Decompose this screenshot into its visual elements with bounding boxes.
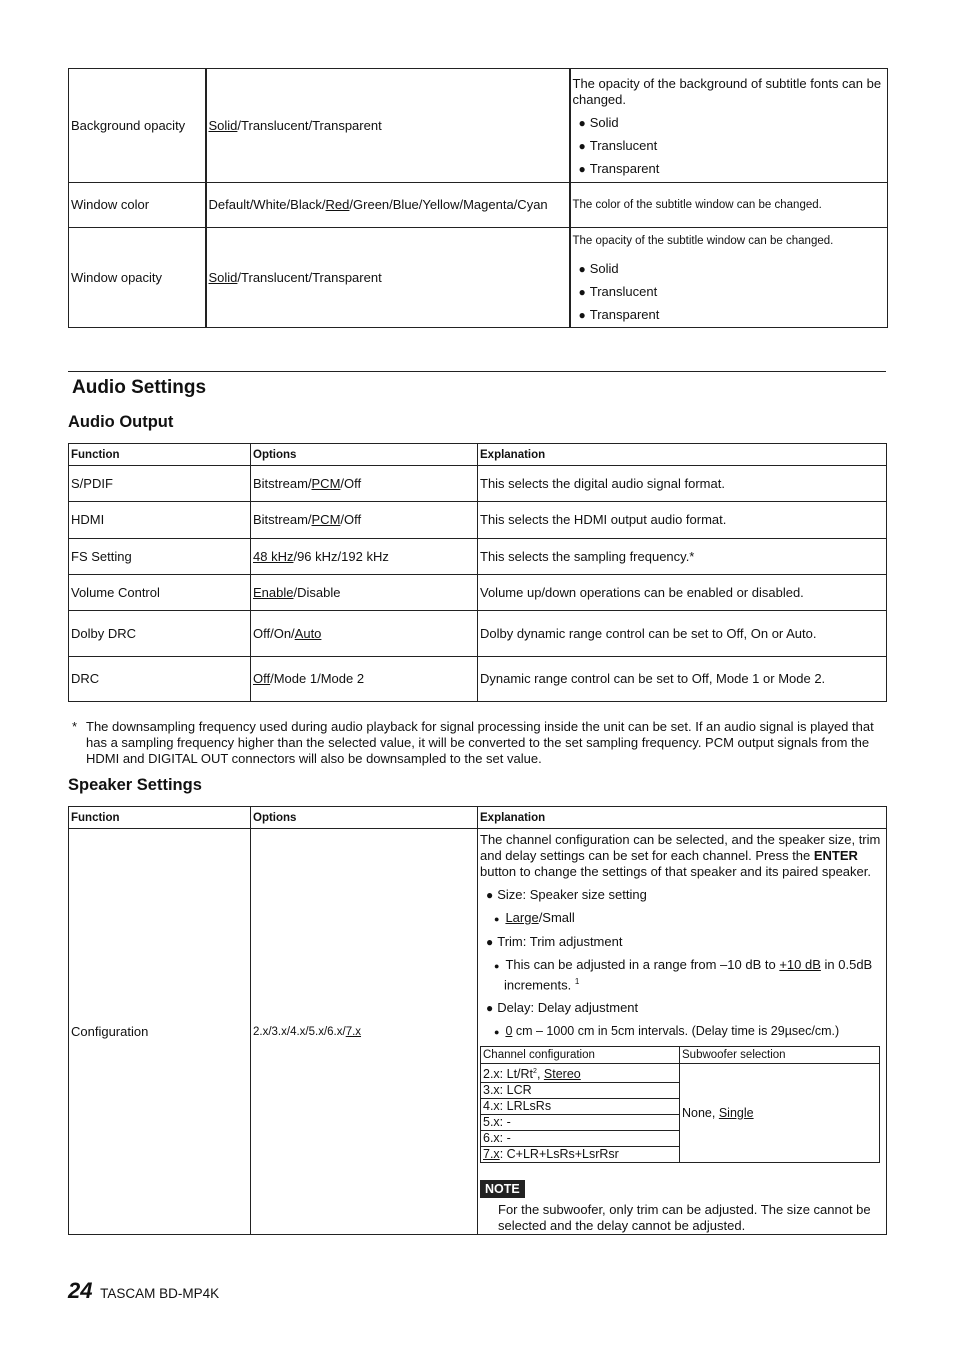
- options-cell: Bitstream/PCM/Off: [251, 466, 478, 502]
- page-footer: [68, 1278, 219, 1304]
- column-header: Explanation: [478, 444, 887, 466]
- function-cell: Volume Control: [69, 575, 251, 611]
- column-header: Function: [69, 807, 251, 829]
- function-cell: HDMI: [69, 502, 251, 539]
- channel-cell: 4.x: LRLsRs: [481, 1099, 680, 1115]
- section-divider: [68, 371, 886, 372]
- function-cell: Window color: [69, 183, 206, 228]
- subsection-title: Audio Output: [68, 413, 174, 431]
- channel-cell: 7.x: C+LR+LsRs+LsrRsr: [481, 1147, 680, 1163]
- function-cell: Background opacity: [69, 69, 206, 183]
- channel-cell: 3.x: LCR: [481, 1083, 680, 1099]
- subsection-title: Speaker Settings: [68, 776, 202, 794]
- table-row: [69, 69, 888, 183]
- column-header: Options: [251, 807, 478, 829]
- subwoofer-cell: None, Single: [680, 1064, 880, 1163]
- table-row: [481, 1064, 880, 1083]
- delay-item: ● Delay: Delay adjustment: [480, 1000, 884, 1016]
- channel-cell: 6.x: -: [481, 1131, 680, 1147]
- audio-output-table: [68, 443, 887, 702]
- table-header-row: [69, 807, 887, 829]
- explanation-cell: This selects the HDMI output audio format.: [478, 502, 887, 539]
- explanation-cell: The opacity of the subtitle window can be changed. ● Solid ● Translucent ● Transparent: [570, 228, 888, 328]
- options-cell: 2.x/3.x/4.x/5.x/6.x/7.x: [251, 829, 478, 1235]
- note-text: For the subwoofer, only trim can be adjusted. The size cannot be selected and the delay cannot be adjusted.: [498, 1202, 871, 1234]
- table-row: [69, 575, 887, 611]
- options-cell: Bitstream/PCM/Off: [251, 502, 478, 539]
- explanation-cell: The color of the subtitle window can be changed.: [570, 183, 888, 228]
- options-cell: Solid/Translucent/Transparent: [206, 69, 570, 183]
- table-row: [69, 228, 888, 328]
- explanation-cell: [478, 829, 887, 1235]
- table-header-row: [481, 1047, 880, 1064]
- column-header: Explanation: [478, 807, 887, 829]
- explanation-cell: The opacity of the background of subtitle fonts can be changed. ● Solid ● Translucent ● Transparent: [570, 69, 888, 183]
- page-number: 24: [68, 1278, 93, 1303]
- explanation-cell: Volume up/down operations can be enabled or disabled.: [478, 575, 887, 611]
- intro-text: The channel configuration can be selected, and the speaker size, trim and delay settings can be set for each channel. Press the ENTER button to change the settings of that speaker and its paired speaker.: [480, 832, 881, 879]
- table-row: [69, 183, 888, 228]
- channel-config-table: [480, 1046, 880, 1163]
- options-cell: Enable/Disable: [251, 575, 478, 611]
- table-row: [69, 829, 887, 1235]
- options-cell: Off/Mode 1/Mode 2: [251, 657, 478, 702]
- channel-cell: 2.x: Lt/Rt$^2$, Stereo: [481, 1064, 680, 1083]
- product-name: TASCAM BD-MP4K: [100, 1286, 220, 1301]
- explanation-cell: This selects the sampling frequency.*: [478, 539, 887, 575]
- function-cell: DRC: [69, 657, 251, 702]
- table-row: [69, 611, 887, 657]
- trim-item: ● Trim: Trim adjustment: [480, 934, 884, 950]
- table-row: [69, 657, 887, 702]
- note-badge: NOTE: [480, 1180, 525, 1198]
- function-cell: Configuration: [69, 829, 251, 1235]
- function-cell: S/PDIF: [69, 466, 251, 502]
- note-block: [480, 1180, 884, 1234]
- table-row: [69, 466, 887, 502]
- section-title: Audio Settings: [72, 377, 207, 398]
- column-header: Function: [69, 444, 251, 466]
- size-item: ● Size: Speaker size setting: [480, 887, 884, 903]
- options-cell: Default/White/Black/Red/Green/Blue/Yellow/Magenta/Cyan: [206, 183, 570, 228]
- speaker-settings-table: [68, 806, 887, 1235]
- size-options: ● Large/Small: [494, 910, 575, 925]
- channel-cell: 5.x: -: [481, 1115, 680, 1131]
- options-cell: Solid/Translucent/Transparent: [206, 228, 570, 328]
- table-row: [69, 502, 887, 539]
- explanation-cell: This selects the digital audio signal format.: [478, 466, 887, 502]
- explanation-cell: Dolby dynamic range control can be set to Off, On or Auto.: [478, 611, 887, 657]
- column-header: Channel configuration: [481, 1047, 680, 1064]
- column-header: Subwoofer selection: [680, 1047, 880, 1064]
- function-cell: FS Setting: [69, 539, 251, 575]
- function-cell: Dolby DRC: [69, 611, 251, 657]
- footnote-text: The downsampling frequency used during audio playback for signal processing inside the unit can be set. If an audio signal is played that has a sampling frequency higher than the selected value, it will be converted to the set sampling frequency. PCM output signals from the HDMI and DIGITAL OUT connectors will also be downsampled to the set value.: [86, 719, 874, 766]
- options-cell: 48 kHz/96 kHz/192 kHz: [251, 539, 478, 575]
- column-header: Options: [251, 444, 478, 466]
- table-header-row: [69, 444, 887, 466]
- table-row: [69, 539, 887, 575]
- trim-range: ● This can be adjusted in a range from –10 dB to +10 dB in 0.5dB increments. $^1$: [494, 957, 873, 993]
- explanation-cell: Dynamic range control can be set to Off, Mode 1 or Mode 2.: [478, 657, 887, 702]
- footnote: [72, 719, 880, 767]
- subtitle-settings-table: [68, 68, 888, 328]
- footnote-mark: *: [72, 719, 78, 734]
- function-cell: Window opacity: [69, 228, 206, 328]
- options-cell: Off/On/Auto: [251, 611, 478, 657]
- delay-range: ● 0 cm – 1000 cm in 5cm intervals. (Delay time is 29µsec/cm.): [494, 1024, 840, 1039]
